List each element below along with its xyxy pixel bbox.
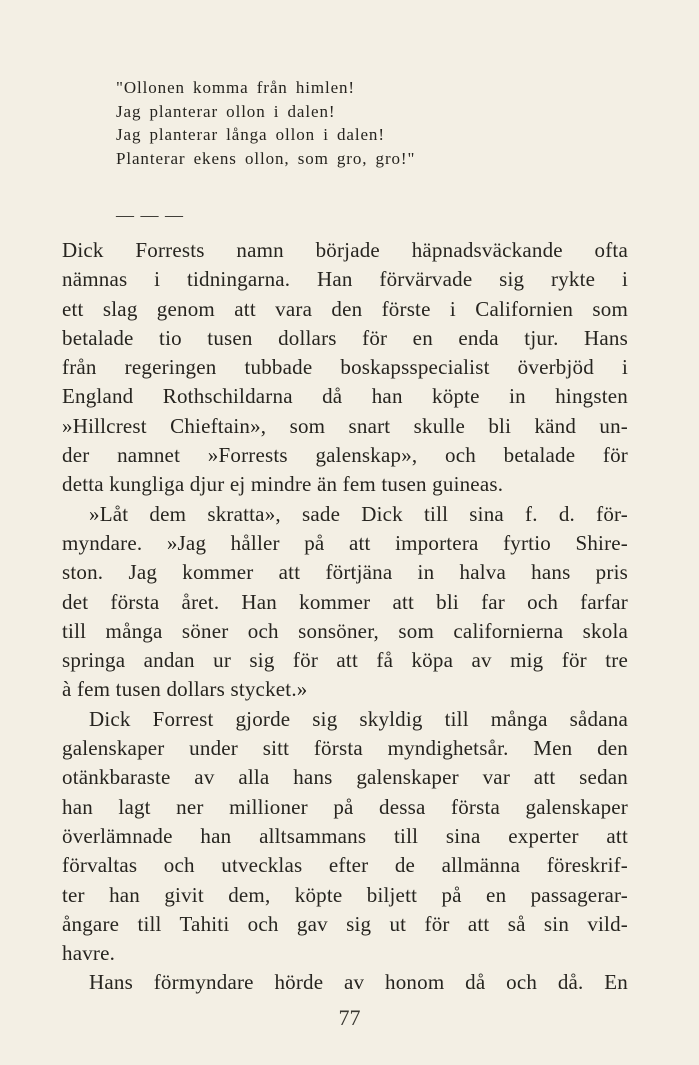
verse-block	[116, 76, 596, 170]
text-line: otänkbaraste av alla hans galenskaper var att sedan	[62, 765, 628, 790]
text-line: à fem tusen dollars stycket.»	[62, 677, 308, 702]
text-line: Hans förmyndare hörde av honom då och då. En	[89, 970, 628, 995]
text-line: »Låt dem skratta», sade Dick till sina f. d. för-	[89, 501, 628, 526]
text-line: England Rothschildarna då han köpte in hingsten	[62, 384, 628, 409]
text-line: han lagt ner millioner på dessa första galenskaper	[62, 794, 628, 819]
text-line: »Hillcrest Chieftain», som snart skulle bli känd un-	[62, 413, 628, 438]
text-line: ångare till Tahiti och gav sig ut för att så sin vild-	[62, 911, 628, 936]
text-line: betalade tio tusen dollars för en enda tjur. Hans	[62, 325, 628, 350]
text-line: der namnet »Forrests galenskap», och betalade för	[62, 443, 628, 468]
text-line: nämnas i tidningarna. Han förvärvade sig rykte i	[62, 267, 628, 292]
text-line: havre.	[62, 941, 116, 966]
text-line: från regeringen tubbade boskapsspecialist överbjöd i	[62, 355, 628, 380]
text-line: ter han givit dem, köpte biljett på en passagerar-	[62, 882, 628, 907]
text-line: ett slag genom att vara den förste i Californien som	[62, 296, 628, 321]
text-line: springa andan ur sig för att få köpa av mig för tre	[62, 648, 628, 673]
text-line: myndare. »Jag håller på att importera fyrtio Shire-	[62, 530, 628, 555]
text-line: Dick Forrests namn började häpnadsväckande ofta	[62, 238, 628, 262]
verse-line: Jag planterar långa ollon i dalen!	[116, 125, 385, 144]
text-line: Dick Forrest gjorde sig skyldig till många sådana	[89, 706, 628, 731]
prose-block	[62, 236, 628, 998]
page-number: 77	[338, 1005, 361, 1030]
verse-line: Jag planterar ollon i dalen!	[116, 101, 336, 121]
text-line: ston. Jag kommer att förtjäna in halva hans pris	[62, 560, 628, 585]
verse-line: Planterar ekens ollon, som gro, gro!"	[116, 148, 416, 168]
verse-line: "Ollonen komma från himlen!	[116, 78, 355, 97]
text-line: överlämnade han alltsammans till sina experter att	[62, 823, 628, 848]
text-line: det första året. Han kommer att bli far och farfar	[62, 589, 628, 614]
text-line: till många söner och sonsöner, som californierna skola	[62, 618, 628, 643]
text-line: galenskaper under sitt första myndighetsår. Men den	[62, 736, 628, 761]
text-line: förvaltas och utvecklas efter de allmänna föreskrif-	[62, 853, 628, 878]
section-separator: — — —	[116, 205, 184, 225]
text-line: detta kungliga djur ej mindre än fem tusen guineas.	[62, 472, 504, 497]
